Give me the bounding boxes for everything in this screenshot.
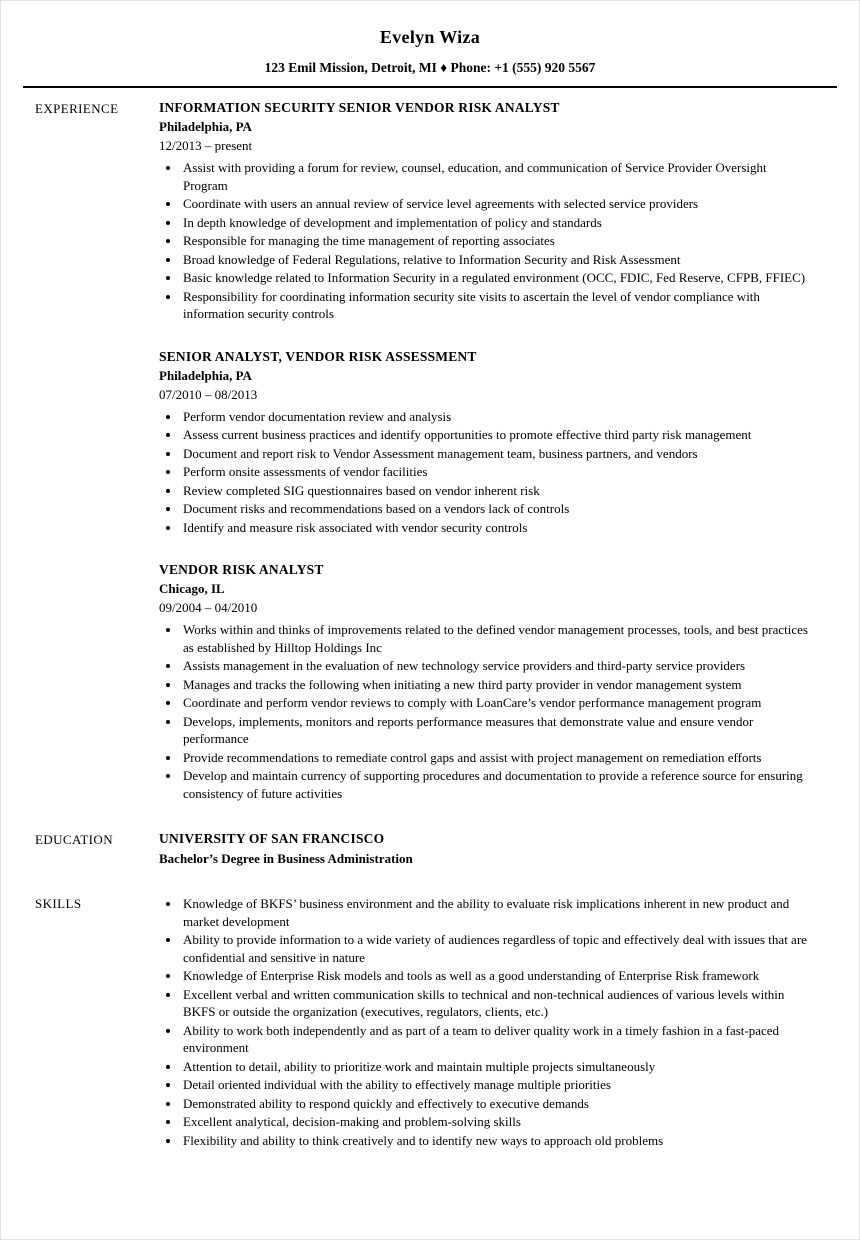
bullet-item: • Coordinate with users an annual review of service level agreements with selected service providers bbox=[181, 195, 811, 213]
bullet-item: • Assess current business practices and identify opportunities to promote effective third party risk management bbox=[181, 426, 811, 444]
job-title: SENIOR ANALYST, VENDOR RISK ASSESSMENT bbox=[159, 348, 477, 364]
bullet-item: • Perform vendor documentation review and analysis bbox=[181, 408, 811, 426]
bullet-item: • Demonstrated ability to respond quickly and effectively to executive demands bbox=[181, 1095, 811, 1113]
job-title: INFORMATION SECURITY SENIOR VENDOR RISK ANALYST bbox=[159, 100, 560, 115]
bullet-item: • Coordinate and perform vendor reviews to comply with LoanCare’s vendor performance management program bbox=[181, 694, 811, 712]
education-school: UNIVERSITY OF SAN FRANCISCO bbox=[159, 831, 385, 846]
education-content bbox=[159, 831, 859, 867]
job-dates: 09/2004 – 04/2010 bbox=[159, 600, 258, 615]
job-dates: 12/2013 – present bbox=[159, 138, 253, 153]
bullet-item: • Ability to work both independently and as part of a team to deliver quality work in a timely fashion in a fast-paced environment bbox=[181, 1022, 811, 1057]
education-degree: Bachelor’s Degree in Business Administration bbox=[159, 851, 413, 866]
bullet-item: • Develops, implements, monitors and reports performance measures that demonstrate value and ensure vendor performance bbox=[181, 713, 811, 748]
bullet-item: • Excellent analytical, decision-making and problem-solving skills bbox=[181, 1113, 811, 1131]
bullet-item: • Identify and measure risk associated with vendor security controls bbox=[181, 519, 811, 537]
bullet-item: • In depth knowledge of development and implementation of policy and standards bbox=[181, 214, 811, 232]
job-entry bbox=[159, 349, 811, 537]
bullet-item: • Document and report risk to Vendor Assessment management team, business partners, and vendors bbox=[181, 445, 811, 463]
job-entry bbox=[159, 100, 811, 323]
bullet-item: • Review completed SIG questionnaires based on vendor inherent risk bbox=[181, 482, 811, 500]
bullet-item: • Excellent verbal and written communication skills to technical and non-technical audiences of various levels within BKFS or outside the organization (executives, regulators, clients, etc.) bbox=[181, 986, 811, 1021]
bullet-item: • Document risks and recommendations based on a vendors lack of controls bbox=[181, 500, 811, 518]
experience-content bbox=[159, 100, 859, 803]
job-bullet-list bbox=[159, 159, 811, 323]
candidate-name: Evelyn Wiza bbox=[379, 27, 481, 47]
job-bullet-list bbox=[159, 408, 811, 537]
bullet-item: • Develop and maintain currency of supporting procedures and documentation to provide a reference source for ensuring consistency of future activities bbox=[181, 767, 811, 802]
bullet-item: • Broad knowledge of Federal Regulations, relative to Information Security and Risk Assessment bbox=[181, 251, 811, 269]
header-divider bbox=[23, 86, 837, 88]
bullet-item: • Works within and thinks of improvements related to the defined vendor management processes, tools, and best practices as established by Hilltop Holdings Inc bbox=[181, 621, 811, 656]
bullet-item: • Ability to provide information to a wide variety of audiences regardless of topic and effectively deal with issues that are confidential and sensitive in nature bbox=[181, 931, 811, 966]
job-title: VENDOR RISK ANALYST bbox=[159, 562, 324, 577]
experience-label: EXPERIENCE bbox=[35, 101, 119, 116]
bullet-item: • Knowledge of BKFS’ business environment and the ability to evaluate risk implications inherent in new product and market development bbox=[181, 895, 811, 930]
bullet-item: • Flexibility and ability to think creatively and to identify new ways to approach old problems bbox=[181, 1132, 811, 1150]
experience-section bbox=[1, 100, 859, 803]
education-section bbox=[1, 831, 859, 867]
bullet-item: • Detail oriented individual with the ability to effectively manage multiple priorities bbox=[181, 1076, 811, 1094]
skills-label: SKILLS bbox=[35, 896, 82, 911]
bullet-item: • Basic knowledge related to Information Security in a regulated environment (OCC, FDIC, Fed Reserve, CFPB, FFIEC) bbox=[181, 269, 811, 287]
job-location: Philadelphia, PA bbox=[159, 119, 252, 134]
bullet-item: • Provide recommendations to remediate control gaps and assist with project management on remediation efforts bbox=[181, 749, 811, 767]
bullet-item: • Perform onsite assessments of vendor facilities bbox=[181, 463, 811, 481]
skills-section bbox=[1, 895, 859, 1150]
skills-content bbox=[159, 895, 859, 1150]
job-entry bbox=[159, 562, 811, 802]
contact-line: 123 Emil Mission, Detroit, MI ♦ Phone: +1 (555) 920 5567 bbox=[264, 60, 596, 75]
bullet-item: • Knowledge of Enterprise Risk models and tools as well as a good understanding of Enterprise Risk framework bbox=[181, 967, 811, 985]
bullet-item: • Manages and tracks the following when initiating a new third party provider in vendor management system bbox=[181, 676, 811, 694]
job-dates: 07/2010 – 08/2013 bbox=[159, 386, 258, 402]
bullet-item: • Attention to detail, ability to prioritize work and maintain multiple projects simultaneously bbox=[181, 1058, 811, 1076]
resume-header bbox=[1, 27, 859, 76]
bullet-item: • Responsibility for coordinating information security site visits to ascertain the level of vendor compliance with information security controls bbox=[181, 288, 811, 323]
job-location: Chicago, IL bbox=[159, 581, 225, 596]
bullet-item: • Assist with providing a forum for review, counsel, education, and communication of Service Provider Oversight Program bbox=[181, 159, 811, 194]
job-location: Philadelphia, PA bbox=[159, 367, 252, 383]
education-label: EDUCATION bbox=[35, 832, 113, 847]
skills-bullet-list bbox=[159, 895, 811, 1149]
bullet-item: • Responsible for managing the time management of reporting associates bbox=[181, 232, 811, 250]
bullet-item: • Assists management in the evaluation of new technology service providers and third-party service providers bbox=[181, 657, 811, 675]
job-bullet-list bbox=[159, 621, 811, 802]
